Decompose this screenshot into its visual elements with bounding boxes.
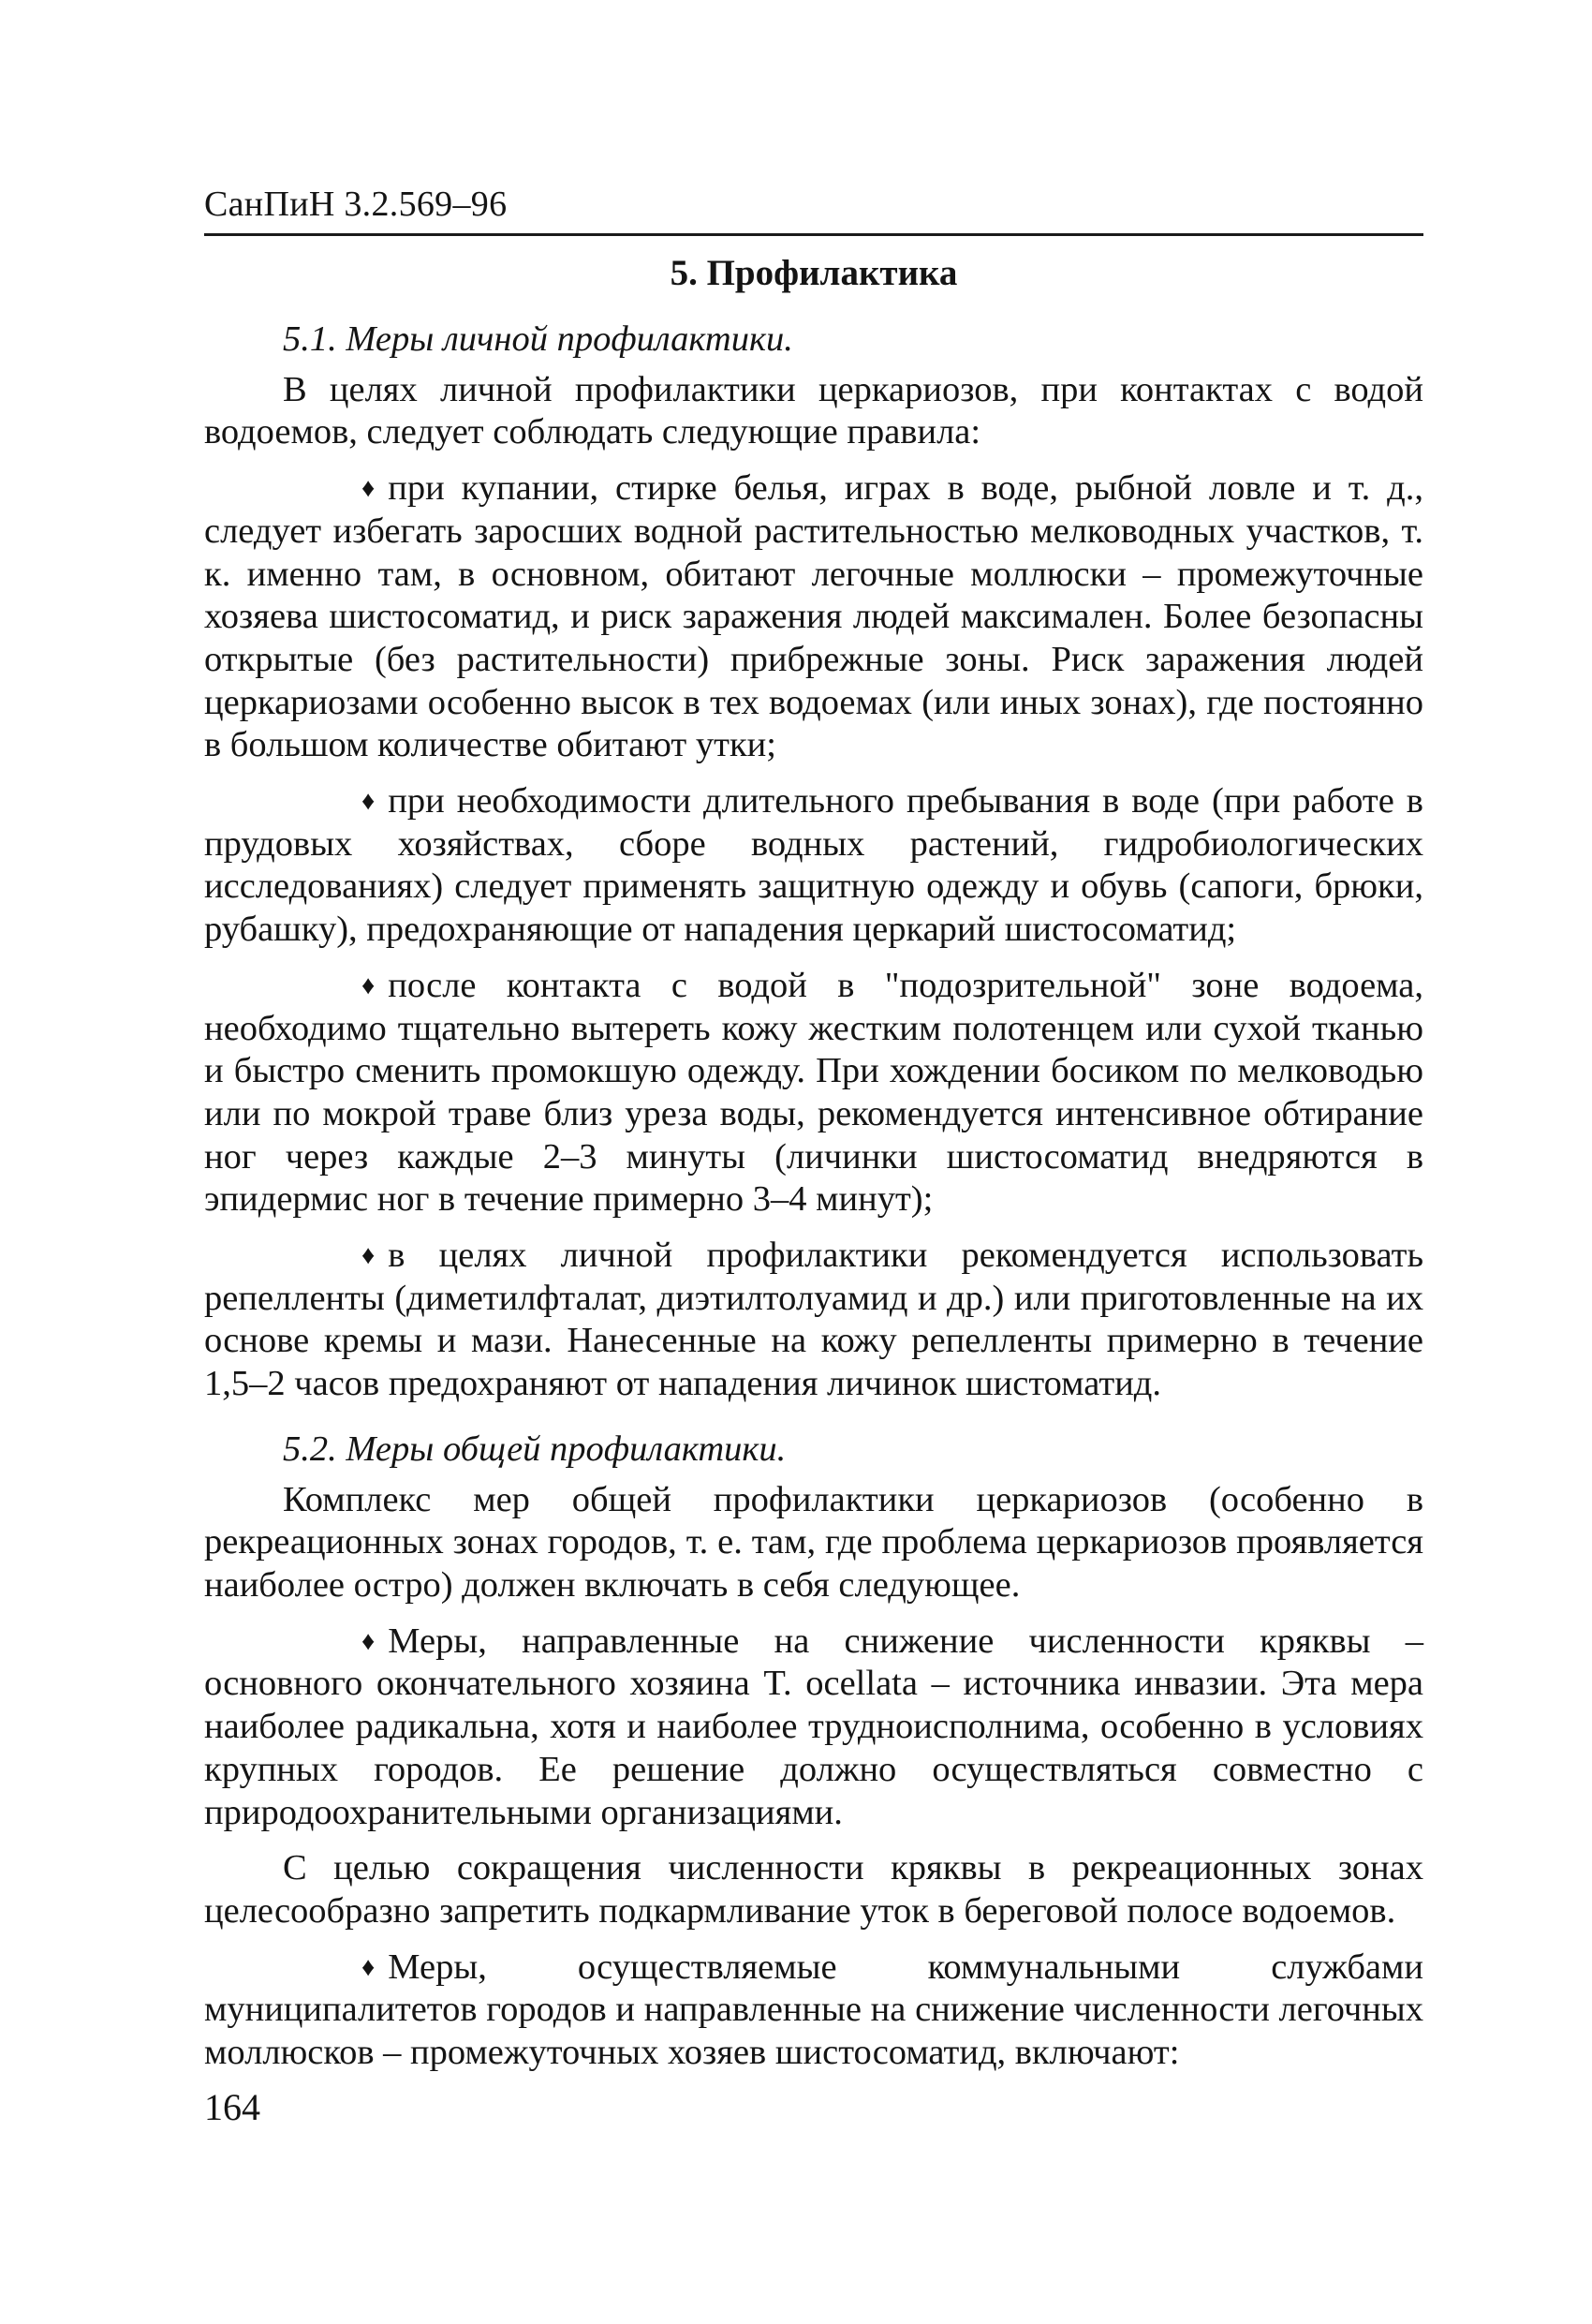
diamond-bullet-icon: ♦ (361, 787, 376, 817)
bullet-item (204, 1235, 1423, 1406)
diamond-bullet-icon: ♦ (361, 1952, 376, 1982)
bullet-text: при купании, стирке белья, играх в воде, рыбной ловле и т. д., следует избегать заросших водной растительностью мелководных участков, т. к. именно там, в основном, обитают легочные моллюски – промежуточные хозяева шистосоматид, и риск заражения людей максимален. Более безопасны открытые (без растительности) прибрежные зоны. Риск заражения людей церкариозами особенно высок в тех водоемах (или иных зонах), где постоянно в большом количестве обитают утки; (204, 468, 1423, 765)
bullet-text: Меры, направленные на снижение численности кряквы – основного окончательного хозяина T. ocellata – источника инвазии. Эта мера наиболее радикальна, хотя и наиболее трудноисполнима, особенно в условиях крупных городов. Ее решение должно осуществляться совместно с природоохранительными организациями. (204, 1621, 1423, 1832)
page-number: 164 (204, 2086, 260, 2128)
subsection-heading-5-1: 5.1. Меры личной профилактики. (283, 319, 793, 359)
header-rule (204, 233, 1423, 236)
page-body (204, 251, 1423, 2088)
running-head: СанПиН 3.2.569–96 (204, 185, 508, 224)
paragraph-text: В целях личной профилактики церкариозов, при контактах с водой водоемов, следует соблюдать следующие правила: (204, 369, 1423, 452)
paragraph-intro-5-1 (204, 369, 1423, 454)
bullet-text: в целях личной профилактики рекомендуется использовать репелленты (диметилфталат, диэтилтолуамид и др.) или приготовленные на их основе кремы и мази. Нанесенные на кожу репелленты примерно в течение 1,5–2 часов предохраняют от нападения личинок шистоматид. (204, 1236, 1423, 1404)
bullet-text: при необходимости длительного пребывания в воде (при работе в прудовых хозяйствах, сборе водных растений, гидробиологических исследованиях) следует применять защитную одежду и обувь (сапоги, брюки, рубашку), предохраняющие от нападения церкарий шистосоматид; (204, 781, 1423, 950)
paragraph-text: С целью сокращения численности кряквы в рекреационных зонах целесообразно запретить подкармливание уток в береговой полосе водоемов. (204, 1848, 1423, 1931)
paragraph-intro-5-2 (204, 1479, 1423, 1607)
diamond-bullet-icon: ♦ (361, 1626, 376, 1656)
section-title: 5. Профилактика (670, 253, 958, 293)
subsection-heading-5-2: 5.2. Меры общей профилактики. (283, 1428, 787, 1469)
bullet-item (204, 1947, 1423, 2075)
bullet-item (204, 1621, 1423, 1835)
paragraph (204, 1847, 1423, 1932)
paragraph-text: Комплекс мер общей профилактики церкариозов (особенно в рекреационных зонах городов, т. е. там, где проблема церкариозов проявляется наиболее остро) должен включать в себя следующее. (204, 1479, 1423, 1605)
bullet-item (204, 965, 1423, 1221)
diamond-bullet-icon: ♦ (361, 970, 376, 1000)
diamond-bullet-icon: ♦ (361, 1241, 376, 1271)
diamond-bullet-icon: ♦ (361, 474, 376, 504)
bullet-text: после контакта с водой в "подозрительной" зоне водоема, необходимо тщательно вытереть кожу жестким полотенцем или сухой тканью и быстро сменить промокшую одежду. При хождении босиком по мелководью или по мокрой траве близ уреза воды, рекомендуется интенсивное обтирание ног через каждые 2–3 минуты (личинки шистосоматид внедряются в эпидермис ног в течение примерно 3–4 минут); (204, 965, 1423, 1220)
spacer (204, 1419, 1423, 1428)
bullet-text: Меры, осуществляемые коммунальными службами муниципалитетов городов и направленные на снижение численности легочных моллюсков – промежуточных хозяев шистосоматид, включают: (204, 1947, 1423, 2073)
bullet-item (204, 780, 1423, 952)
bullet-item (204, 467, 1423, 767)
